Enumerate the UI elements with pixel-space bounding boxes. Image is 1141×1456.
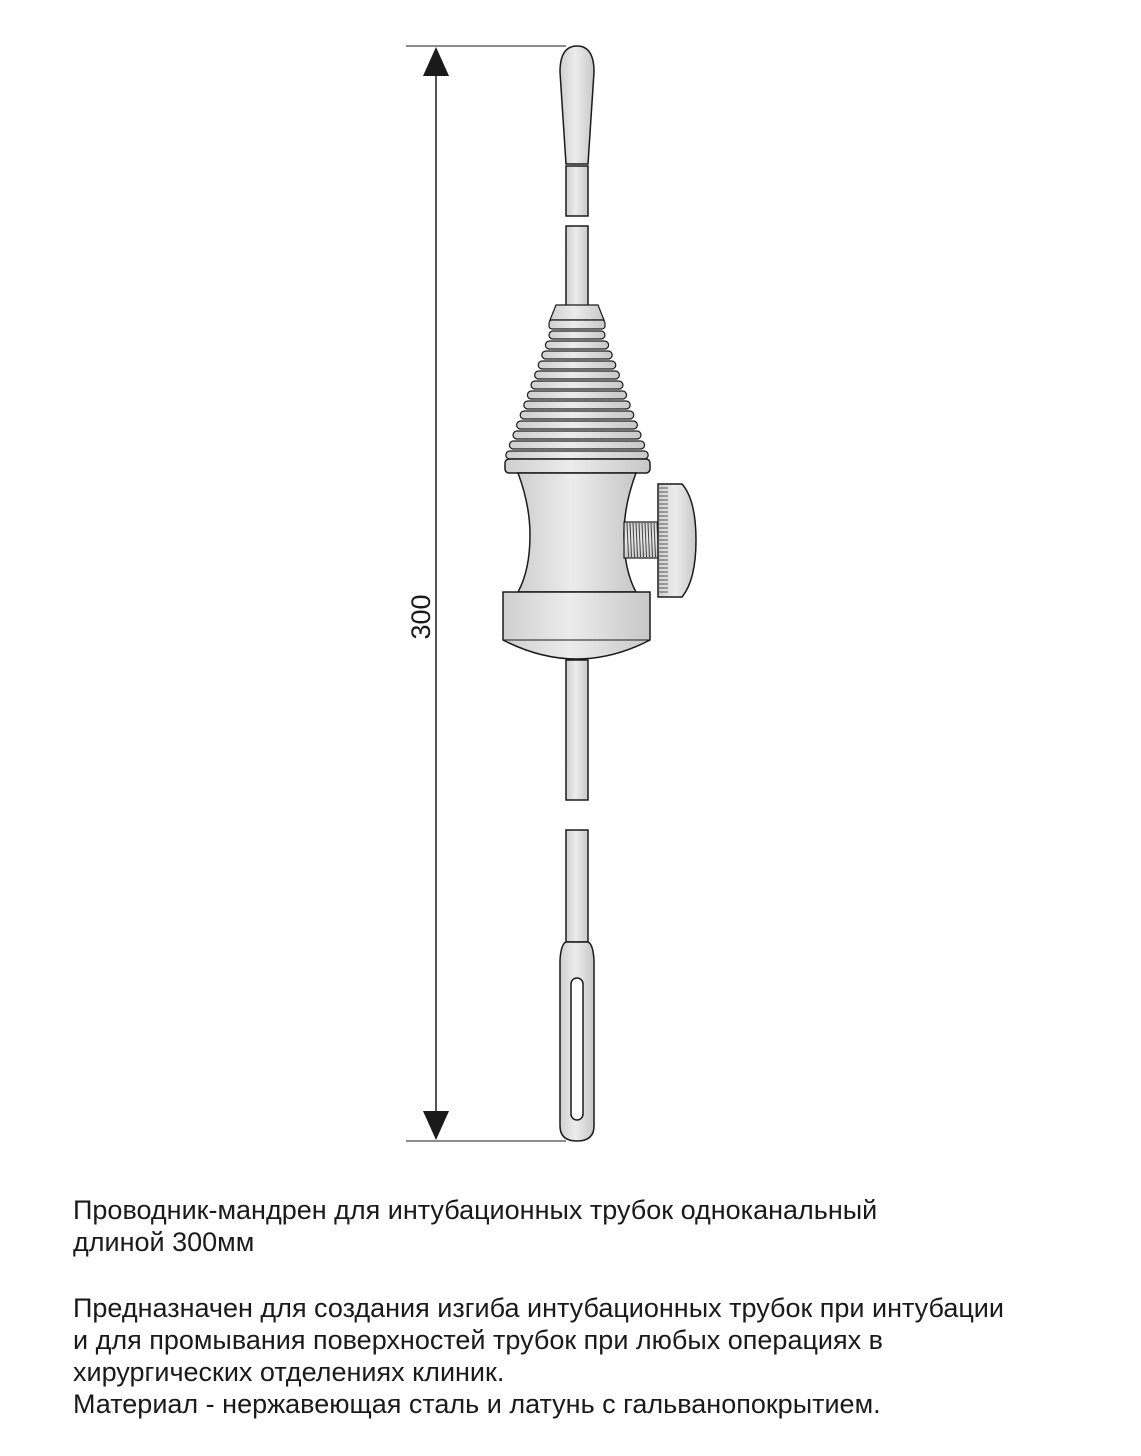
cone-rib <box>506 451 648 459</box>
cone-cap <box>550 305 604 320</box>
cone-rib <box>513 431 641 439</box>
cone-rib <box>527 391 626 399</box>
tip-paddle <box>560 46 594 164</box>
top-tip <box>560 46 594 216</box>
side-screw <box>624 484 696 597</box>
shaft-segment-3 <box>566 660 588 800</box>
handle-body <box>503 459 650 659</box>
description-line-4: Материал - нержавеющая сталь и латунь с гальванопокрытием. <box>73 1389 881 1419</box>
title-line-2: длиной 300мм <box>73 1227 255 1257</box>
shaft-segment-2 <box>566 226 588 306</box>
cone-rib <box>531 381 623 389</box>
cone-cap-ring <box>549 320 605 329</box>
ribbed-cone <box>506 305 648 459</box>
title-line-1: Проводник-мандрен для интубационных трубок одноканальный <box>73 1195 878 1225</box>
shaft-segment-1 <box>566 166 588 216</box>
cone-rib <box>509 441 644 449</box>
arrow-up-icon <box>423 47 449 76</box>
product-title <box>73 1194 1123 1258</box>
product-description <box>73 1292 1123 1420</box>
cone-rib <box>524 401 630 409</box>
description-line-3: хирургических отделениях клиник. <box>73 1357 505 1387</box>
cone-rib <box>520 411 634 419</box>
cone-rib <box>545 341 608 349</box>
dimension-label: 300 <box>406 594 436 640</box>
handle-bottom-knob <box>503 592 650 659</box>
cone-rib <box>517 421 638 429</box>
handle-waist <box>518 473 636 592</box>
bottom-loop-handle <box>560 942 594 1141</box>
cone-base-ring <box>505 459 650 473</box>
description-line-1: Предназначен для создания изгиба интубационных трубок при интубации <box>73 1293 1004 1323</box>
shaft-segment-4 <box>566 830 588 942</box>
arrow-down-icon <box>423 1111 449 1140</box>
cone-rib <box>549 331 605 339</box>
cone-rib <box>535 371 620 379</box>
loop-slot <box>571 978 583 1120</box>
description-line-2: и для промывания поверхностей трубок при любых операциях в <box>73 1325 883 1355</box>
cone-rib <box>538 361 616 369</box>
cone-rib <box>542 351 612 359</box>
